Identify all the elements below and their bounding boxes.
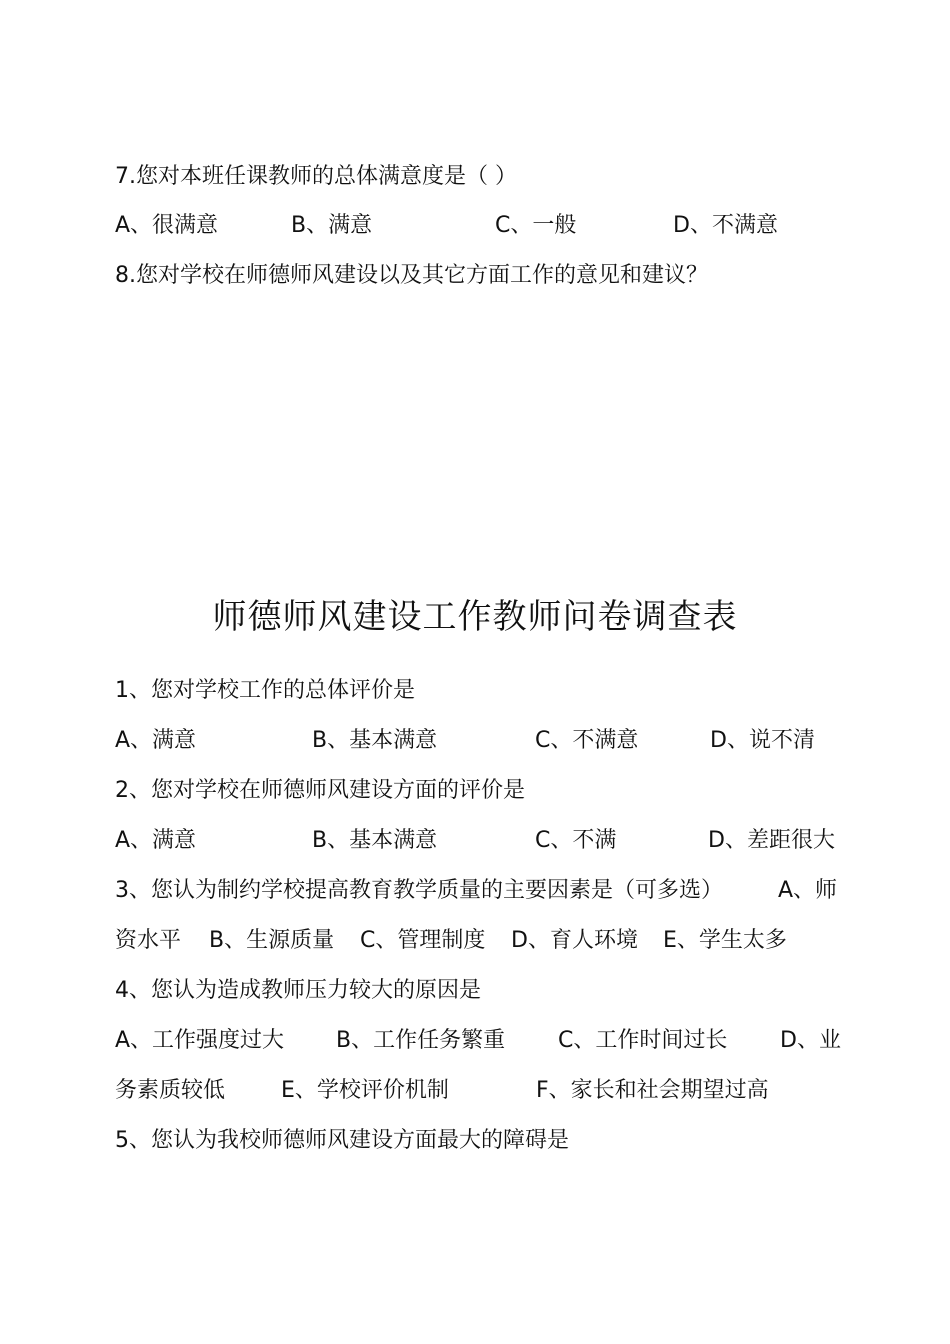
q4-option-a: A、工作强度过大	[115, 1028, 285, 1053]
q3-line-2	[115, 926, 835, 956]
q4-option-e: E、学校评价机制	[281, 1078, 449, 1103]
q4-line-2	[115, 1076, 835, 1106]
q7-question: 7.您对本班任课教师的总体满意度是（ ）	[115, 164, 517, 189]
q2-option-d: D、差距很大	[708, 828, 835, 853]
q3-option-b: B、生源质量	[209, 928, 335, 953]
q2-options	[115, 826, 835, 856]
q7-option-d: D、不满意	[673, 213, 778, 238]
q2-option-c: C、不满	[535, 828, 617, 853]
q3-question: 3、您认为制约学校提高教育教学质量的主要因素是（可多选）	[115, 878, 723, 903]
q7-option-b: B、满意	[291, 213, 373, 238]
q3-option-d: D、育人环境	[511, 928, 638, 953]
q7-option-a: A、很满意	[115, 213, 219, 238]
q2-question: 2、您对学校在师德师风建设方面的评价是	[115, 778, 525, 803]
q3-line-1	[115, 876, 840, 906]
q4-option-f: F、家长和社会期望过高	[536, 1078, 769, 1103]
q5-question: 5、您认为我校师德师风建设方面最大的障碍是	[115, 1128, 569, 1153]
q1-option-a: A、满意	[115, 728, 197, 753]
q4-line-1	[115, 1026, 840, 1056]
q7-options	[115, 211, 875, 241]
q1-options	[115, 726, 835, 756]
q1-option-d: D、说不清	[710, 728, 815, 753]
q4-question: 4、您认为造成教师压力较大的原因是	[115, 978, 481, 1003]
q4-option-d: D、业	[780, 1028, 841, 1053]
q4-option-d-cont: 务素质较低	[115, 1078, 226, 1103]
q3-option-a: A、师	[778, 878, 838, 903]
q3-option-a-cont: 资水平	[115, 928, 182, 953]
q1-option-b: B、基本满意	[312, 728, 438, 753]
q4-option-b: B、工作任务繁重	[336, 1028, 506, 1053]
q4-option-c: C、工作时间过长	[558, 1028, 728, 1053]
q7-option-c: C、一般	[495, 213, 577, 238]
q8-question: 8.您对学校在师德师风建设以及其它方面工作的意见和建议？	[115, 263, 708, 288]
q3-option-c: C、管理制度	[360, 928, 486, 953]
q1-question: 1、您对学校工作的总体评价是	[115, 678, 415, 703]
q2-option-a: A、满意	[115, 828, 197, 853]
q2-option-b: B、基本满意	[312, 828, 438, 853]
q3-option-e: E、学生太多	[663, 928, 787, 953]
survey-title: 师德师风建设工作教师问卷调查表	[212, 597, 738, 637]
q1-option-c: C、不满意	[535, 728, 639, 753]
